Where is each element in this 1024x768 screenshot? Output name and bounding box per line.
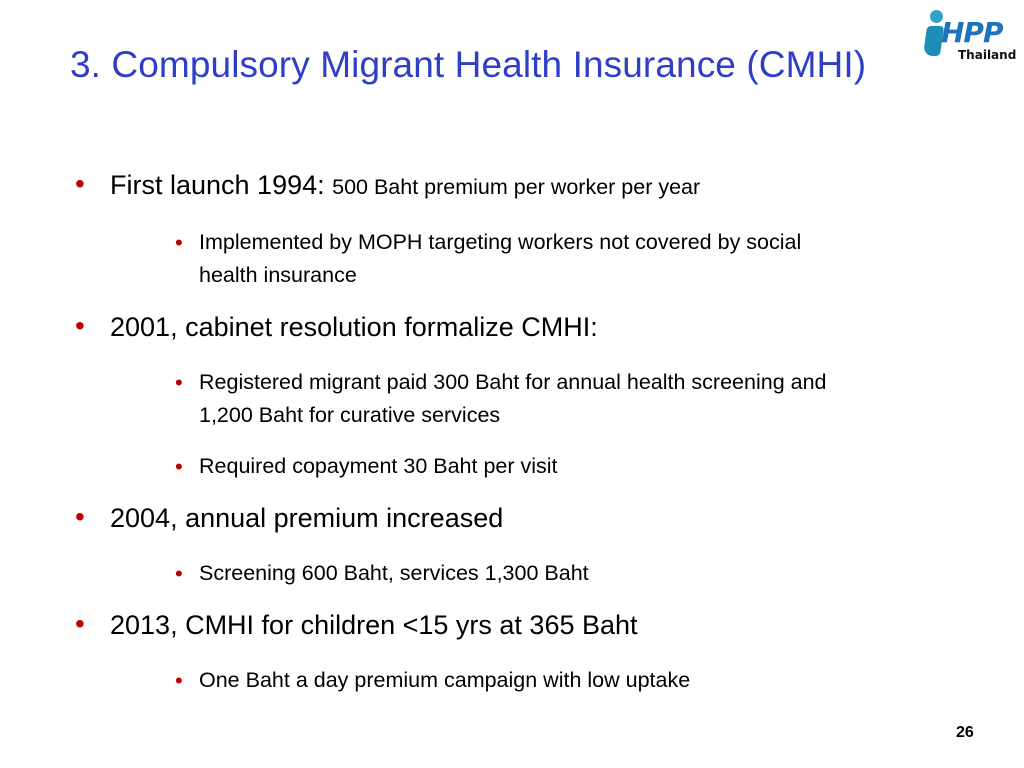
sub-bullet-item: [175, 366, 827, 432]
ihpp-thailand-logo: [922, 8, 1022, 64]
bullet-dot: •: [75, 310, 85, 341]
sub-bullet-line: 1,200 Baht for curative services: [199, 403, 501, 427]
bullet-dot: •: [75, 608, 85, 639]
sub-bullet-dot: •: [175, 668, 183, 693]
sub-bullet-dot: •: [175, 454, 183, 479]
bullet-text: 2013, CMHI for children <15 yrs at 365 Baht: [110, 610, 638, 640]
bullet-detail: 500 Baht premium per worker per year: [332, 175, 701, 199]
slide-title: 3. Compulsory Migrant Health Insurance (CMHI): [70, 44, 867, 85]
sub-bullet-line: Screening 600 Baht, services 1,300 Baht: [199, 561, 589, 585]
logo-country-text: Thailand: [958, 48, 1017, 62]
bullet-item-2001: [75, 310, 598, 343]
logo-brand-text: HPP: [941, 16, 1003, 49]
sub-bullet-line: Required copayment 30 Baht per visit: [199, 454, 558, 478]
sub-bullet-dot: •: [175, 230, 183, 255]
bullet-item-2004: [75, 501, 504, 534]
page-number: 26: [956, 724, 974, 741]
sub-bullet-item: [175, 450, 558, 483]
bullet-item-2013: [75, 608, 638, 641]
bullet-item-1994: [75, 168, 701, 201]
bullet-text: First launch 1994:: [110, 170, 333, 200]
sub-bullet-item: [175, 664, 691, 697]
sub-bullet-line: health insurance: [199, 263, 357, 287]
bullet-dot: •: [75, 501, 85, 532]
sub-bullet-item: [175, 226, 802, 292]
sub-bullet-dot: •: [175, 561, 183, 586]
sub-bullet-dot: •: [175, 370, 183, 395]
bullet-text: 2004, annual premium increased: [110, 503, 504, 533]
sub-bullet-line: Registered migrant paid 300 Baht for annual health screening and: [199, 370, 827, 394]
sub-bullet-item: [175, 557, 589, 590]
sub-bullet-line: Implemented by MOPH targeting workers not covered by social: [199, 230, 802, 254]
sub-bullet-line: One Baht a day premium campaign with low uptake: [199, 668, 691, 692]
bullet-dot: •: [75, 168, 85, 199]
bullet-text: 2001, cabinet resolution formalize CMHI:: [110, 312, 598, 342]
